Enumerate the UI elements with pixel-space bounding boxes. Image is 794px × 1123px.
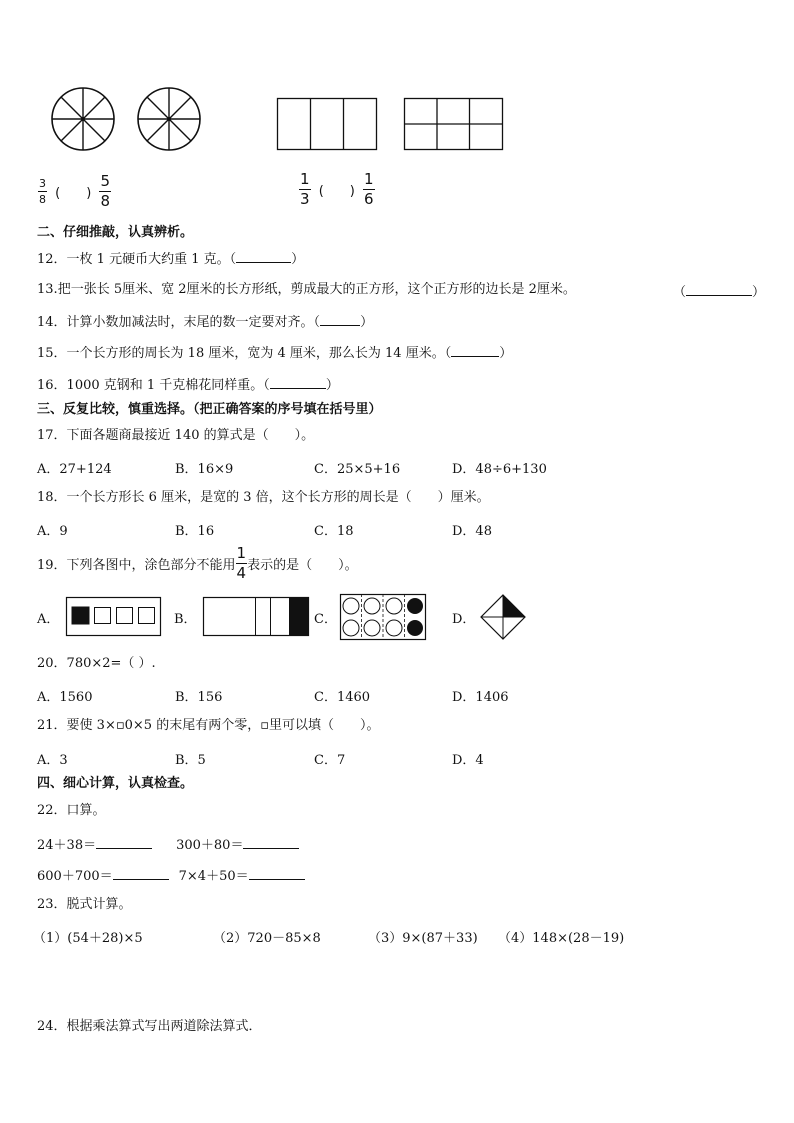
fraction-1-6: $\frac{1}{6}$ bbox=[363, 170, 374, 208]
compare-paren[interactable]: ( ) bbox=[55, 186, 92, 201]
q18-option-c[interactable]: C．18 bbox=[314, 524, 354, 539]
question-24-stem: 24．根据乘法算式写出两道除法算式． bbox=[37, 1019, 262, 1034]
answer-blank-22-2[interactable] bbox=[243, 835, 299, 849]
question-19-stem: 19．下列各图中，涂色部分不能用 $\frac{1}{4}$ 表示的是（ ）。 bbox=[37, 544, 358, 582]
answer-blank-12[interactable] bbox=[236, 249, 291, 263]
question-12: 12．一枚 1 元硬币大约重 1 克。（ ） bbox=[37, 249, 304, 269]
section-3-heading: 三、反复比较，慎重选择。（把正确答案的序号填在括号里） bbox=[37, 402, 382, 417]
question-23-stem: 23．脱式计算。 bbox=[37, 897, 132, 912]
mental-calc-row-1: 24＋38＝ 300＋80＝ bbox=[37, 834, 299, 853]
question-16: 16．1000 克钢和 1 千克棉花同样重。（ ） bbox=[37, 375, 339, 395]
question-21-stem: 21．要使 3×▫0×5 的末尾有两个零，▫里可以填（ ）。 bbox=[37, 718, 380, 733]
fraction-1-3: $\frac{1}{3}$ bbox=[300, 170, 310, 208]
fraction-3-8: $\frac{3}{8}$ bbox=[39, 177, 46, 206]
q20-option-a[interactable]: A．1560 bbox=[37, 690, 93, 705]
q19-figure-b-strip[interactable] bbox=[203, 597, 309, 636]
answer-blank-22-1[interactable] bbox=[96, 835, 152, 849]
compare-paren[interactable]: ( ) bbox=[318, 184, 355, 199]
answer-blank-22-4[interactable] bbox=[249, 866, 305, 880]
q17-option-b[interactable]: B．16×9 bbox=[175, 462, 234, 477]
section-4-heading: 四、细心计算，认真检查。 bbox=[37, 776, 194, 791]
section-2-heading: 二、仔细推敲，认真辨析。 bbox=[37, 225, 194, 240]
q17-option-a[interactable]: A．27+124 bbox=[37, 462, 112, 477]
fraction-1-4: $\frac{1}{4}$ bbox=[236, 544, 247, 582]
q19-label-c[interactable]: C． bbox=[314, 612, 337, 627]
q20-option-c[interactable]: C．1460 bbox=[314, 690, 371, 705]
circle-figure-left bbox=[50, 86, 116, 152]
answer-blank-16[interactable] bbox=[270, 375, 326, 389]
q18-option-d[interactable]: D．48 bbox=[452, 524, 492, 539]
q19-figure-c-circles[interactable] bbox=[340, 594, 426, 640]
q20-option-d[interactable]: D．1406 bbox=[452, 690, 509, 705]
q23-item-4: （4）148×(28－19) bbox=[498, 931, 625, 946]
rect-sixths-figure bbox=[404, 98, 503, 150]
question-15: 15．一个长方形的周长为 18 厘米，宽为 4 厘米，那么长为 14 厘米。（ ） bbox=[37, 343, 512, 363]
rect-thirds-figure bbox=[277, 98, 377, 150]
answer-blank-14[interactable] bbox=[320, 312, 360, 326]
mental-calc-row-2: 600＋700＝ 7×4＋50＝ bbox=[37, 865, 305, 884]
q19-label-b[interactable]: B． bbox=[174, 612, 197, 627]
answer-blank-15[interactable] bbox=[451, 343, 499, 357]
answer-blank-22-3[interactable] bbox=[113, 866, 169, 880]
q21-option-d[interactable]: D．4 bbox=[452, 753, 484, 768]
q19-label-d[interactable]: D． bbox=[452, 612, 476, 627]
q19-figure-a-squares[interactable] bbox=[66, 597, 161, 636]
q18-option-a[interactable]: A．9 bbox=[37, 524, 68, 539]
q20-option-b[interactable]: B．156 bbox=[175, 690, 223, 705]
q19-figure-d-diamond[interactable] bbox=[480, 594, 526, 640]
answer-blank-13[interactable] bbox=[686, 282, 752, 296]
q18-option-b[interactable]: B．16 bbox=[175, 524, 215, 539]
q17-option-c[interactable]: C．25×5+16 bbox=[314, 462, 401, 477]
fraction-compare-right bbox=[299, 172, 375, 207]
question-14: 14．计算小数加减法时，末尾的数一定要对齐。（ ） bbox=[37, 312, 373, 332]
fraction-5-8: $\frac{5}{8}$ bbox=[100, 172, 110, 210]
circle-figure-right bbox=[136, 86, 202, 152]
answer-paren-13: （ ） bbox=[673, 281, 765, 300]
q17-option-d[interactable]: D．48÷6+130 bbox=[452, 462, 547, 477]
question-18-stem: 18．一个长方形长 6 厘米，是宽的 3 倍，这个长方形的周长是（ ）厘米。 bbox=[37, 490, 490, 505]
question-17-stem: 17．下面各题商最接近 140 的算式是（ ）。 bbox=[37, 428, 315, 443]
question-20-stem: 20．780×2=（ ）. bbox=[37, 656, 156, 671]
q19-label-a[interactable]: A． bbox=[37, 612, 60, 627]
q21-option-a[interactable]: A．3 bbox=[37, 753, 68, 768]
q21-option-c[interactable]: C．7 bbox=[314, 753, 346, 768]
fraction-compare-left bbox=[38, 174, 111, 209]
q23-item-3: （3）9×(87＋33) bbox=[368, 931, 478, 946]
question-22-stem: 22．口算。 bbox=[37, 803, 106, 818]
q21-option-b[interactable]: B．5 bbox=[175, 753, 206, 768]
q23-item-1: （1）(54＋28)×5 bbox=[33, 931, 143, 946]
question-13: 13.把一张长 5厘米、宽 2厘米的长方形纸，剪成最大的正方形，这个正方形的边长是 2厘米。 bbox=[37, 282, 576, 297]
q23-item-2: （2）720－85×8 bbox=[213, 931, 321, 946]
